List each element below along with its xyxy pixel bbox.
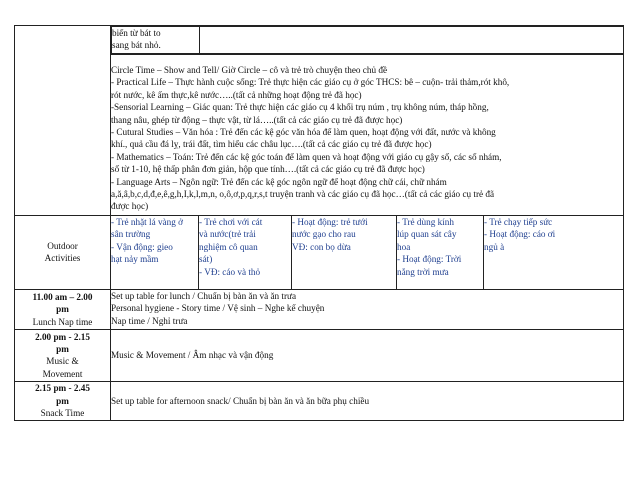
- circle-line: được học): [111, 201, 149, 212]
- circle-line: Circle Time – Show and Tell/ Giờ Circle – cô và trẻ trò chuyện theo chủ đề: [111, 65, 388, 75]
- music-time-cell: 2.00 pm - 2.15 pm Music & Movement: [15, 329, 111, 381]
- schedule-table: [14, 25, 624, 421]
- circle-line: -Sensorial Learning – Giác quan: Trẻ thực hiện các giáo cụ 4 khối trụ núm , trụ không núm, tháp hồng,: [111, 102, 489, 113]
- circle-line: thang nâu, ghép từ động – thực vật, từ lá…..(tất cả các giáo cụ trẻ đã được học): [111, 114, 403, 125]
- outdoor-day-2: - Trẻ chơi với cát và nước(trẻ trải nghiệm cô quan sát) - VĐ: cáo và thỏ: [199, 216, 292, 289]
- circle-line: - Mathematics – Toán: Trẻ đến các kệ góc toán để làm quen và hoạt động với giáo cụ gậy số, các số nhám,: [111, 151, 502, 162]
- lunch-row: [15, 289, 624, 329]
- circle-line: - Practical Life – Thực hành cuộc sống: Trẻ thực hiện các giáo cụ ở góc THCS: bê – cuộn- trải thảm,rót khô,: [111, 77, 510, 88]
- outdoor-day-5: - Trẻ chạy tiếp sức - Hoạt động: cáo ơi ngủ à: [484, 216, 624, 289]
- circle-line: - Language Arts – Ngôn ngữ: Trẻ đến các kệ góc ngôn ngữ để hoạt động chữ cái, chữ nhám: [111, 176, 447, 187]
- outdoor-row: [15, 215, 624, 289]
- snack-activity-cell: Set up table for afternoon snack/ Chuẩn bị bàn ăn và ăn bữa phụ chiều: [111, 381, 624, 420]
- lunch-activity-cell: Set up table for lunch / Chuẩn bị bàn ăn và ăn trưa Personal hygiene - Story time / Vệ sinh – Nghe kể chuyện Nap time / Nghỉ trưa: [111, 289, 624, 329]
- circle-time-cell: [111, 55, 624, 216]
- empty-time-cell: [15, 26, 111, 216]
- circle-line: khí., quả cầu đá lỵ, trái đất, tìm hiểu các châu lục….(tất cả các giáo cụ trẻ đã được học): [111, 139, 432, 150]
- snack-time-cell: 2.15 pm - 2.45 pm Snack Time: [15, 381, 111, 420]
- circle-line: a,ă,â,b,c,d,đ,e,ê,g,h,I,k,l,m,n, o,ô,ơ,p,q,r,s,t truyện tranh và các giáo cụ đã học…(tất cả các giáo cụ trẻ đã: [111, 189, 495, 200]
- lunch-time-cell: 11.00 am – 2.00 pm Lunch Nap time: [15, 289, 111, 329]
- fragment-cell: [111, 26, 624, 55]
- outdoor-day-1: - Trẻ nhặt lá vàng ở sân trường - Vận động: gieo hạt nảy mầm: [111, 216, 199, 289]
- outdoor-label: Outdoor Activities: [15, 215, 111, 289]
- fragment-subcell: [112, 27, 200, 54]
- outdoor-day-3: - Hoạt động: trẻ tưới nước gạo cho rau VĐ: con bọ dừa: [292, 216, 397, 289]
- fragment-line: biến từ bát to: [112, 28, 161, 38]
- music-row: [15, 329, 624, 381]
- music-activity-cell: Music & Movement / Âm nhạc và vận động: [111, 329, 624, 381]
- circle-line: rót nước, kê ấm thực,kê nước…..(tất cả những hoạt động trẻ đã học): [111, 89, 362, 100]
- circle-line: - Cutural Studies – Văn hóa : Trẻ đến các kệ góc văn hóa để làm quen, hoạt động với đất, nước và không: [111, 127, 496, 138]
- fragment-row: [15, 26, 624, 55]
- fragment-line: sang bát nhỏ.: [112, 40, 161, 51]
- outdoor-day-4: - Trẻ dùng kính lúp quan sát cây hoa - Hoạt động: Trời nắng trời mưa: [397, 216, 484, 289]
- snack-row: [15, 381, 624, 420]
- outdoor-days-cell: [111, 215, 624, 289]
- circle-line: số từ 1-10, hệ thấp phân đơn giản, hộp que tính….(tất cả các giáo cụ trẻ đã được học): [111, 164, 425, 175]
